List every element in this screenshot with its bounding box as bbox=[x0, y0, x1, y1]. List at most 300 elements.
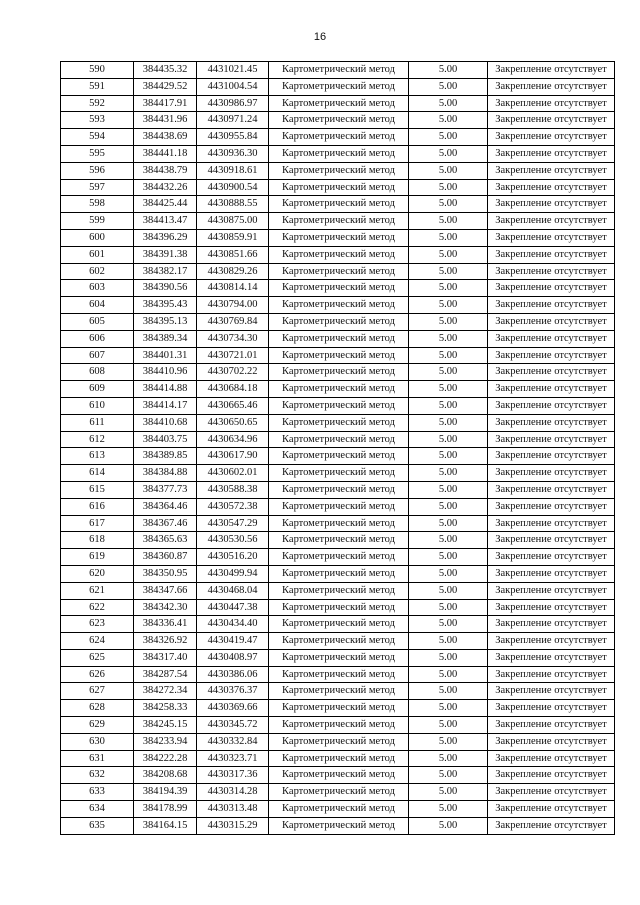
x-coordinate-cell: 384432.26 bbox=[134, 179, 197, 196]
x-coordinate-cell: 384258.33 bbox=[134, 700, 197, 717]
method-cell: Картометрический метод bbox=[269, 817, 409, 834]
table-row bbox=[61, 515, 615, 532]
x-coordinate-cell: 384441.18 bbox=[134, 145, 197, 162]
x-coordinate-cell: 384272.34 bbox=[134, 683, 197, 700]
y-coordinate-cell: 4430547.29 bbox=[197, 515, 269, 532]
accuracy-cell: 5.00 bbox=[409, 364, 488, 381]
method-cell: Картометрический метод bbox=[269, 347, 409, 364]
method-cell: Картометрический метод bbox=[269, 129, 409, 146]
accuracy-cell: 5.00 bbox=[409, 414, 488, 431]
table-row bbox=[61, 263, 615, 280]
accuracy-cell: 5.00 bbox=[409, 498, 488, 515]
accuracy-cell: 5.00 bbox=[409, 145, 488, 162]
fixation-cell: Закрепление отсутствует bbox=[488, 649, 615, 666]
fixation-cell: Закрепление отсутствует bbox=[488, 817, 615, 834]
method-cell: Картометрический метод bbox=[269, 465, 409, 482]
y-coordinate-cell: 4430851.66 bbox=[197, 246, 269, 263]
accuracy-cell: 5.00 bbox=[409, 347, 488, 364]
fixation-cell: Закрепление отсутствует bbox=[488, 666, 615, 683]
x-coordinate-cell: 384360.87 bbox=[134, 549, 197, 566]
fixation-cell: Закрепление отсутствует bbox=[488, 112, 615, 129]
table-row bbox=[61, 397, 615, 414]
page-number: 16 bbox=[313, 31, 327, 43]
x-coordinate-cell: 384347.66 bbox=[134, 582, 197, 599]
method-cell: Картометрический метод bbox=[269, 112, 409, 129]
y-coordinate-cell: 4430434.40 bbox=[197, 616, 269, 633]
accuracy-cell: 5.00 bbox=[409, 633, 488, 650]
fixation-cell: Закрепление отсутствует bbox=[488, 162, 615, 179]
point-number-cell: 611 bbox=[61, 414, 134, 431]
table-row bbox=[61, 229, 615, 246]
fixation-cell: Закрепление отсутствует bbox=[488, 616, 615, 633]
table-row bbox=[61, 129, 615, 146]
y-coordinate-cell: 4430376.37 bbox=[197, 683, 269, 700]
x-coordinate-cell: 384245.15 bbox=[134, 717, 197, 734]
method-cell: Картометрический метод bbox=[269, 683, 409, 700]
y-coordinate-cell: 4430499.94 bbox=[197, 565, 269, 582]
accuracy-cell: 5.00 bbox=[409, 549, 488, 566]
method-cell: Картометрический метод bbox=[269, 246, 409, 263]
table-row bbox=[61, 280, 615, 297]
fixation-cell: Закрепление отсутствует bbox=[488, 532, 615, 549]
fixation-cell: Закрепление отсутствует bbox=[488, 767, 615, 784]
accuracy-cell: 5.00 bbox=[409, 431, 488, 448]
method-cell: Картометрический метод bbox=[269, 448, 409, 465]
point-number-cell: 601 bbox=[61, 246, 134, 263]
table-row bbox=[61, 599, 615, 616]
method-cell: Картометрический метод bbox=[269, 801, 409, 818]
y-coordinate-cell: 4430419.47 bbox=[197, 633, 269, 650]
y-coordinate-cell: 4430665.46 bbox=[197, 397, 269, 414]
y-coordinate-cell: 4430918.61 bbox=[197, 162, 269, 179]
x-coordinate-cell: 384389.85 bbox=[134, 448, 197, 465]
y-coordinate-cell: 4430814.14 bbox=[197, 280, 269, 297]
point-number-cell: 620 bbox=[61, 565, 134, 582]
table-row bbox=[61, 549, 615, 566]
accuracy-cell: 5.00 bbox=[409, 616, 488, 633]
accuracy-cell: 5.00 bbox=[409, 448, 488, 465]
method-cell: Картометрический метод bbox=[269, 565, 409, 582]
x-coordinate-cell: 384194.39 bbox=[134, 784, 197, 801]
y-coordinate-cell: 4430468.04 bbox=[197, 582, 269, 599]
point-number-cell: 614 bbox=[61, 465, 134, 482]
fixation-cell: Закрепление отсутствует bbox=[488, 397, 615, 414]
table-row bbox=[61, 297, 615, 314]
x-coordinate-cell: 384414.17 bbox=[134, 397, 197, 414]
y-coordinate-cell: 4430900.54 bbox=[197, 179, 269, 196]
fixation-cell: Закрепление отсутствует bbox=[488, 229, 615, 246]
method-cell: Картометрический метод bbox=[269, 213, 409, 230]
point-number-cell: 619 bbox=[61, 549, 134, 566]
method-cell: Картометрический метод bbox=[269, 330, 409, 347]
y-coordinate-cell: 4430516.20 bbox=[197, 549, 269, 566]
y-coordinate-cell: 4430572.38 bbox=[197, 498, 269, 515]
y-coordinate-cell: 4430317.36 bbox=[197, 767, 269, 784]
y-coordinate-cell: 4431004.54 bbox=[197, 78, 269, 95]
point-number-cell: 632 bbox=[61, 767, 134, 784]
point-number-cell: 598 bbox=[61, 196, 134, 213]
fixation-cell: Закрепление отсутствует bbox=[488, 78, 615, 95]
method-cell: Картометрический метод bbox=[269, 666, 409, 683]
table-row bbox=[61, 414, 615, 431]
accuracy-cell: 5.00 bbox=[409, 649, 488, 666]
y-coordinate-cell: 4430408.97 bbox=[197, 649, 269, 666]
accuracy-cell: 5.00 bbox=[409, 196, 488, 213]
point-number-cell: 626 bbox=[61, 666, 134, 683]
point-number-cell: 630 bbox=[61, 733, 134, 750]
x-coordinate-cell: 384233.94 bbox=[134, 733, 197, 750]
accuracy-cell: 5.00 bbox=[409, 481, 488, 498]
method-cell: Картометрический метод bbox=[269, 62, 409, 79]
y-coordinate-cell: 4430829.26 bbox=[197, 263, 269, 280]
point-number-cell: 616 bbox=[61, 498, 134, 515]
fixation-cell: Закрепление отсутствует bbox=[488, 784, 615, 801]
accuracy-cell: 5.00 bbox=[409, 397, 488, 414]
accuracy-cell: 5.00 bbox=[409, 246, 488, 263]
method-cell: Картометрический метод bbox=[269, 733, 409, 750]
y-coordinate-cell: 4430323.71 bbox=[197, 750, 269, 767]
fixation-cell: Закрепление отсутствует bbox=[488, 347, 615, 364]
accuracy-cell: 5.00 bbox=[409, 62, 488, 79]
fixation-cell: Закрепление отсутствует bbox=[488, 129, 615, 146]
method-cell: Картометрический метод bbox=[269, 700, 409, 717]
table-row bbox=[61, 431, 615, 448]
fixation-cell: Закрепление отсутствует bbox=[488, 431, 615, 448]
point-number-cell: 618 bbox=[61, 532, 134, 549]
table-row bbox=[61, 817, 615, 834]
method-cell: Картометрический метод bbox=[269, 179, 409, 196]
point-number-cell: 602 bbox=[61, 263, 134, 280]
fixation-cell: Закрепление отсутствует bbox=[488, 414, 615, 431]
y-coordinate-cell: 4430588.38 bbox=[197, 481, 269, 498]
y-coordinate-cell: 4430936.30 bbox=[197, 145, 269, 162]
x-coordinate-cell: 384389.34 bbox=[134, 330, 197, 347]
accuracy-cell: 5.00 bbox=[409, 666, 488, 683]
method-cell: Картометрический метод bbox=[269, 263, 409, 280]
accuracy-cell: 5.00 bbox=[409, 213, 488, 230]
point-number-cell: 629 bbox=[61, 717, 134, 734]
method-cell: Картометрический метод bbox=[269, 397, 409, 414]
y-coordinate-cell: 4430721.01 bbox=[197, 347, 269, 364]
point-number-cell: 622 bbox=[61, 599, 134, 616]
accuracy-cell: 5.00 bbox=[409, 817, 488, 834]
point-number-cell: 609 bbox=[61, 381, 134, 398]
point-number-cell: 623 bbox=[61, 616, 134, 633]
x-coordinate-cell: 384367.46 bbox=[134, 515, 197, 532]
x-coordinate-cell: 384382.17 bbox=[134, 263, 197, 280]
point-number-cell: 607 bbox=[61, 347, 134, 364]
fixation-cell: Закрепление отсутствует bbox=[488, 62, 615, 79]
method-cell: Картометрический метод bbox=[269, 717, 409, 734]
method-cell: Картометрический метод bbox=[269, 549, 409, 566]
table-row bbox=[61, 145, 615, 162]
method-cell: Картометрический метод bbox=[269, 280, 409, 297]
method-cell: Картометрический метод bbox=[269, 582, 409, 599]
point-number-cell: 635 bbox=[61, 817, 134, 834]
y-coordinate-cell: 4430955.84 bbox=[197, 129, 269, 146]
x-coordinate-cell: 384208.68 bbox=[134, 767, 197, 784]
accuracy-cell: 5.00 bbox=[409, 330, 488, 347]
fixation-cell: Закрепление отсутствует bbox=[488, 213, 615, 230]
method-cell: Картометрический метод bbox=[269, 381, 409, 398]
table-row bbox=[61, 381, 615, 398]
method-cell: Картометрический метод bbox=[269, 229, 409, 246]
table-row bbox=[61, 683, 615, 700]
x-coordinate-cell: 384414.88 bbox=[134, 381, 197, 398]
y-coordinate-cell: 4430794.00 bbox=[197, 297, 269, 314]
point-number-cell: 606 bbox=[61, 330, 134, 347]
y-coordinate-cell: 4430702.22 bbox=[197, 364, 269, 381]
x-coordinate-cell: 384350.95 bbox=[134, 565, 197, 582]
accuracy-cell: 5.00 bbox=[409, 565, 488, 582]
x-coordinate-cell: 384384.88 bbox=[134, 465, 197, 482]
accuracy-cell: 5.00 bbox=[409, 784, 488, 801]
y-coordinate-cell: 4430859.91 bbox=[197, 229, 269, 246]
table-row bbox=[61, 246, 615, 263]
point-number-cell: 592 bbox=[61, 95, 134, 112]
fixation-cell: Закрепление отсутствует bbox=[488, 733, 615, 750]
method-cell: Картометрический метод bbox=[269, 95, 409, 112]
y-coordinate-cell: 4430986.97 bbox=[197, 95, 269, 112]
fixation-cell: Закрепление отсутствует bbox=[488, 381, 615, 398]
method-cell: Картометрический метод bbox=[269, 784, 409, 801]
y-coordinate-cell: 4430650.65 bbox=[197, 414, 269, 431]
point-number-cell: 617 bbox=[61, 515, 134, 532]
fixation-cell: Закрепление отсутствует bbox=[488, 599, 615, 616]
method-cell: Картометрический метод bbox=[269, 145, 409, 162]
fixation-cell: Закрепление отсутствует bbox=[488, 515, 615, 532]
point-number-cell: 591 bbox=[61, 78, 134, 95]
point-number-cell: 612 bbox=[61, 431, 134, 448]
point-number-cell: 597 bbox=[61, 179, 134, 196]
table-row bbox=[61, 162, 615, 179]
accuracy-cell: 5.00 bbox=[409, 750, 488, 767]
x-coordinate-cell: 384431.96 bbox=[134, 112, 197, 129]
table-row bbox=[61, 582, 615, 599]
accuracy-cell: 5.00 bbox=[409, 733, 488, 750]
fixation-cell: Закрепление отсутствует bbox=[488, 196, 615, 213]
fixation-cell: Закрепление отсутствует bbox=[488, 498, 615, 515]
point-number-cell: 590 bbox=[61, 62, 134, 79]
table-row bbox=[61, 330, 615, 347]
point-number-cell: 594 bbox=[61, 129, 134, 146]
x-coordinate-cell: 384364.46 bbox=[134, 498, 197, 515]
accuracy-cell: 5.00 bbox=[409, 162, 488, 179]
fixation-cell: Закрепление отсутствует bbox=[488, 683, 615, 700]
accuracy-cell: 5.00 bbox=[409, 78, 488, 95]
x-coordinate-cell: 384164.15 bbox=[134, 817, 197, 834]
x-coordinate-cell: 384438.69 bbox=[134, 129, 197, 146]
x-coordinate-cell: 384401.31 bbox=[134, 347, 197, 364]
table-row bbox=[61, 498, 615, 515]
fixation-cell: Закрепление отсутствует bbox=[488, 465, 615, 482]
method-cell: Картометрический метод bbox=[269, 750, 409, 767]
table-body bbox=[61, 62, 615, 835]
point-number-cell: 615 bbox=[61, 481, 134, 498]
method-cell: Картометрический метод bbox=[269, 364, 409, 381]
table-row bbox=[61, 448, 615, 465]
method-cell: Картометрический метод bbox=[269, 481, 409, 498]
x-coordinate-cell: 384396.29 bbox=[134, 229, 197, 246]
coordinates-table bbox=[60, 61, 615, 835]
fixation-cell: Закрепление отсутствует bbox=[488, 330, 615, 347]
x-coordinate-cell: 384395.43 bbox=[134, 297, 197, 314]
x-coordinate-cell: 384222.28 bbox=[134, 750, 197, 767]
x-coordinate-cell: 384178.99 bbox=[134, 801, 197, 818]
method-cell: Картометрический метод bbox=[269, 414, 409, 431]
point-number-cell: 599 bbox=[61, 213, 134, 230]
y-coordinate-cell: 4430769.84 bbox=[197, 313, 269, 330]
x-coordinate-cell: 384365.63 bbox=[134, 532, 197, 549]
point-number-cell: 603 bbox=[61, 280, 134, 297]
method-cell: Картометрический метод bbox=[269, 649, 409, 666]
fixation-cell: Закрепление отсутствует bbox=[488, 297, 615, 314]
x-coordinate-cell: 384435.32 bbox=[134, 62, 197, 79]
accuracy-cell: 5.00 bbox=[409, 263, 488, 280]
point-number-cell: 610 bbox=[61, 397, 134, 414]
method-cell: Картометрический метод bbox=[269, 532, 409, 549]
method-cell: Картометрический метод bbox=[269, 767, 409, 784]
point-number-cell: 628 bbox=[61, 700, 134, 717]
accuracy-cell: 5.00 bbox=[409, 582, 488, 599]
x-coordinate-cell: 384410.68 bbox=[134, 414, 197, 431]
fixation-cell: Закрепление отсутствует bbox=[488, 448, 615, 465]
x-coordinate-cell: 384425.44 bbox=[134, 196, 197, 213]
point-number-cell: 604 bbox=[61, 297, 134, 314]
fixation-cell: Закрепление отсутствует bbox=[488, 263, 615, 280]
y-coordinate-cell: 4430888.55 bbox=[197, 196, 269, 213]
accuracy-cell: 5.00 bbox=[409, 465, 488, 482]
x-coordinate-cell: 384342.30 bbox=[134, 599, 197, 616]
table-row bbox=[61, 465, 615, 482]
table-row bbox=[61, 750, 615, 767]
accuracy-cell: 5.00 bbox=[409, 801, 488, 818]
table-row bbox=[61, 196, 615, 213]
point-number-cell: 627 bbox=[61, 683, 134, 700]
y-coordinate-cell: 4430684.18 bbox=[197, 381, 269, 398]
accuracy-cell: 5.00 bbox=[409, 229, 488, 246]
y-coordinate-cell: 4430313.48 bbox=[197, 801, 269, 818]
x-coordinate-cell: 384395.13 bbox=[134, 313, 197, 330]
y-coordinate-cell: 4430875.00 bbox=[197, 213, 269, 230]
fixation-cell: Закрепление отсутствует bbox=[488, 801, 615, 818]
y-coordinate-cell: 4430447.38 bbox=[197, 599, 269, 616]
point-number-cell: 625 bbox=[61, 649, 134, 666]
x-coordinate-cell: 384403.75 bbox=[134, 431, 197, 448]
table-row bbox=[61, 364, 615, 381]
y-coordinate-cell: 4430314.28 bbox=[197, 784, 269, 801]
method-cell: Картометрический метод bbox=[269, 78, 409, 95]
accuracy-cell: 5.00 bbox=[409, 717, 488, 734]
fixation-cell: Закрепление отсутствует bbox=[488, 750, 615, 767]
accuracy-cell: 5.00 bbox=[409, 381, 488, 398]
table-row bbox=[61, 532, 615, 549]
x-coordinate-cell: 384336.41 bbox=[134, 616, 197, 633]
x-coordinate-cell: 384429.52 bbox=[134, 78, 197, 95]
point-number-cell: 608 bbox=[61, 364, 134, 381]
method-cell: Картометрический метод bbox=[269, 616, 409, 633]
table-row bbox=[61, 801, 615, 818]
fixation-cell: Закрепление отсутствует bbox=[488, 145, 615, 162]
x-coordinate-cell: 384377.73 bbox=[134, 481, 197, 498]
point-number-cell: 624 bbox=[61, 633, 134, 650]
accuracy-cell: 5.00 bbox=[409, 179, 488, 196]
x-coordinate-cell: 384417.91 bbox=[134, 95, 197, 112]
table-row bbox=[61, 767, 615, 784]
accuracy-cell: 5.00 bbox=[409, 767, 488, 784]
point-number-cell: 631 bbox=[61, 750, 134, 767]
y-coordinate-cell: 4430602.01 bbox=[197, 465, 269, 482]
method-cell: Картометрический метод bbox=[269, 297, 409, 314]
table-row bbox=[61, 78, 615, 95]
accuracy-cell: 5.00 bbox=[409, 95, 488, 112]
point-number-cell: 605 bbox=[61, 313, 134, 330]
point-number-cell: 593 bbox=[61, 112, 134, 129]
method-cell: Картометрический метод bbox=[269, 196, 409, 213]
point-number-cell: 634 bbox=[61, 801, 134, 818]
table-row bbox=[61, 717, 615, 734]
x-coordinate-cell: 384390.56 bbox=[134, 280, 197, 297]
fixation-cell: Закрепление отсутствует bbox=[488, 364, 615, 381]
table-row bbox=[61, 62, 615, 79]
table-row bbox=[61, 347, 615, 364]
fixation-cell: Закрепление отсутствует bbox=[488, 95, 615, 112]
table-row bbox=[61, 649, 615, 666]
x-coordinate-cell: 384391.38 bbox=[134, 246, 197, 263]
table-row bbox=[61, 700, 615, 717]
table-row bbox=[61, 666, 615, 683]
point-number-cell: 596 bbox=[61, 162, 134, 179]
method-cell: Картометрический метод bbox=[269, 515, 409, 532]
x-coordinate-cell: 384438.79 bbox=[134, 162, 197, 179]
table-row bbox=[61, 481, 615, 498]
table-row bbox=[61, 784, 615, 801]
accuracy-cell: 5.00 bbox=[409, 280, 488, 297]
table-row bbox=[61, 565, 615, 582]
x-coordinate-cell: 384317.40 bbox=[134, 649, 197, 666]
y-coordinate-cell: 4431021.45 bbox=[197, 62, 269, 79]
fixation-cell: Закрепление отсутствует bbox=[488, 179, 615, 196]
fixation-cell: Закрепление отсутствует bbox=[488, 280, 615, 297]
fixation-cell: Закрепление отсутствует bbox=[488, 700, 615, 717]
y-coordinate-cell: 4430617.90 bbox=[197, 448, 269, 465]
method-cell: Картометрический метод bbox=[269, 599, 409, 616]
point-number-cell: 633 bbox=[61, 784, 134, 801]
y-coordinate-cell: 4430345.72 bbox=[197, 717, 269, 734]
table-row bbox=[61, 112, 615, 129]
y-coordinate-cell: 4430734.30 bbox=[197, 330, 269, 347]
table-row bbox=[61, 213, 615, 230]
fixation-cell: Закрепление отсутствует bbox=[488, 481, 615, 498]
fixation-cell: Закрепление отсутствует bbox=[488, 717, 615, 734]
table-row bbox=[61, 733, 615, 750]
y-coordinate-cell: 4430315.29 bbox=[197, 817, 269, 834]
accuracy-cell: 5.00 bbox=[409, 683, 488, 700]
fixation-cell: Закрепление отсутствует bbox=[488, 582, 615, 599]
accuracy-cell: 5.00 bbox=[409, 532, 488, 549]
table-row bbox=[61, 95, 615, 112]
y-coordinate-cell: 4430386.06 bbox=[197, 666, 269, 683]
point-number-cell: 621 bbox=[61, 582, 134, 599]
y-coordinate-cell: 4430332.84 bbox=[197, 733, 269, 750]
accuracy-cell: 5.00 bbox=[409, 700, 488, 717]
point-number-cell: 595 bbox=[61, 145, 134, 162]
x-coordinate-cell: 384410.96 bbox=[134, 364, 197, 381]
point-number-cell: 600 bbox=[61, 229, 134, 246]
table-row bbox=[61, 313, 615, 330]
x-coordinate-cell: 384413.47 bbox=[134, 213, 197, 230]
method-cell: Картометрический метод bbox=[269, 431, 409, 448]
